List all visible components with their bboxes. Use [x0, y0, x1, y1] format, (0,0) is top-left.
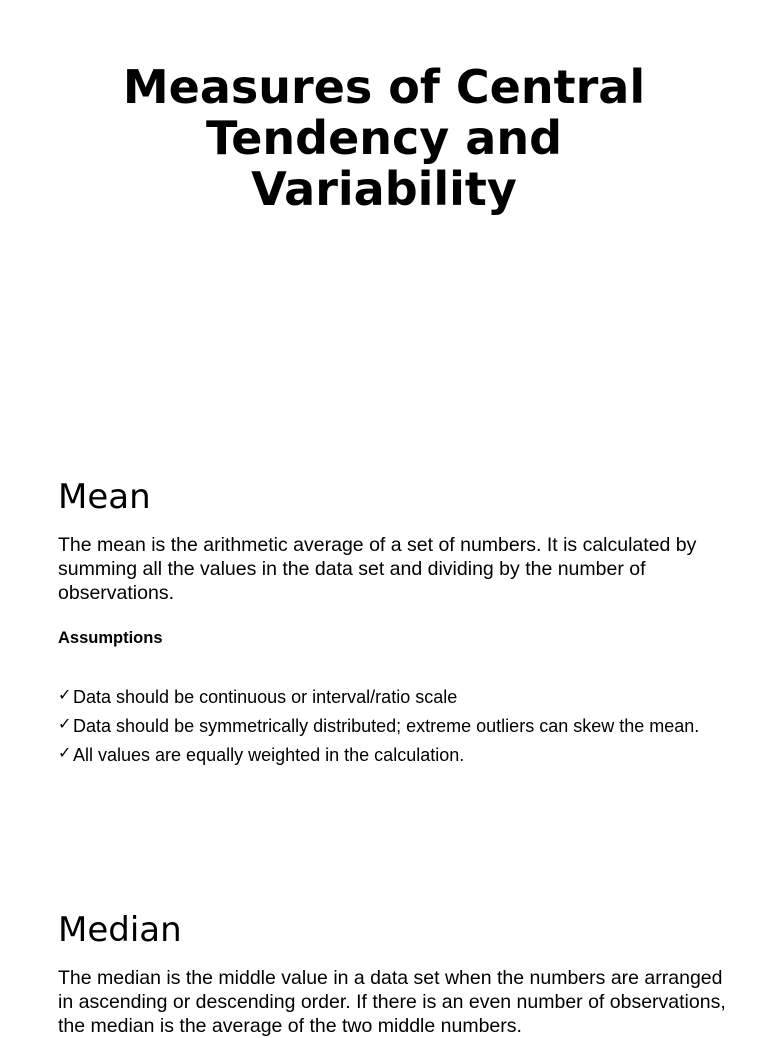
median-heading: Median [58, 910, 182, 950]
assumption-item [58, 714, 708, 738]
assumption-item [58, 743, 708, 767]
title-line: Measures of Central [122, 60, 646, 114]
check-icon: ✓ [58, 743, 72, 762]
title-line: Tendency and [205, 111, 563, 165]
check-icon: ✓ [58, 714, 72, 733]
assumption-text: Data should be continuous or interval/ratio scale [73, 687, 458, 707]
check-icon: ✓ [58, 685, 72, 704]
page-title [0, 62, 768, 215]
assumptions-label: Assumptions [58, 629, 163, 647]
mean-description: The mean is the arithmetic average of a set of numbers. It is calculated by summing all the values in the data set and dividing by the number of observations. [58, 534, 697, 604]
assumption-text: Data should be symmetrically distributed; extreme outliers can skew the mean. [73, 716, 700, 736]
assumption-text: All values are equally weighted in the calculation. [73, 745, 465, 765]
assumptions-list [58, 685, 708, 772]
title-line: Variability [251, 162, 517, 216]
mean-heading: Mean [58, 477, 151, 517]
median-description: The median is the middle value in a data set when the numbers are arranged in ascending or descending order. If there is an even number of observations, the median is the average of the two middle numbers. [58, 967, 726, 1037]
assumption-item [58, 685, 708, 709]
